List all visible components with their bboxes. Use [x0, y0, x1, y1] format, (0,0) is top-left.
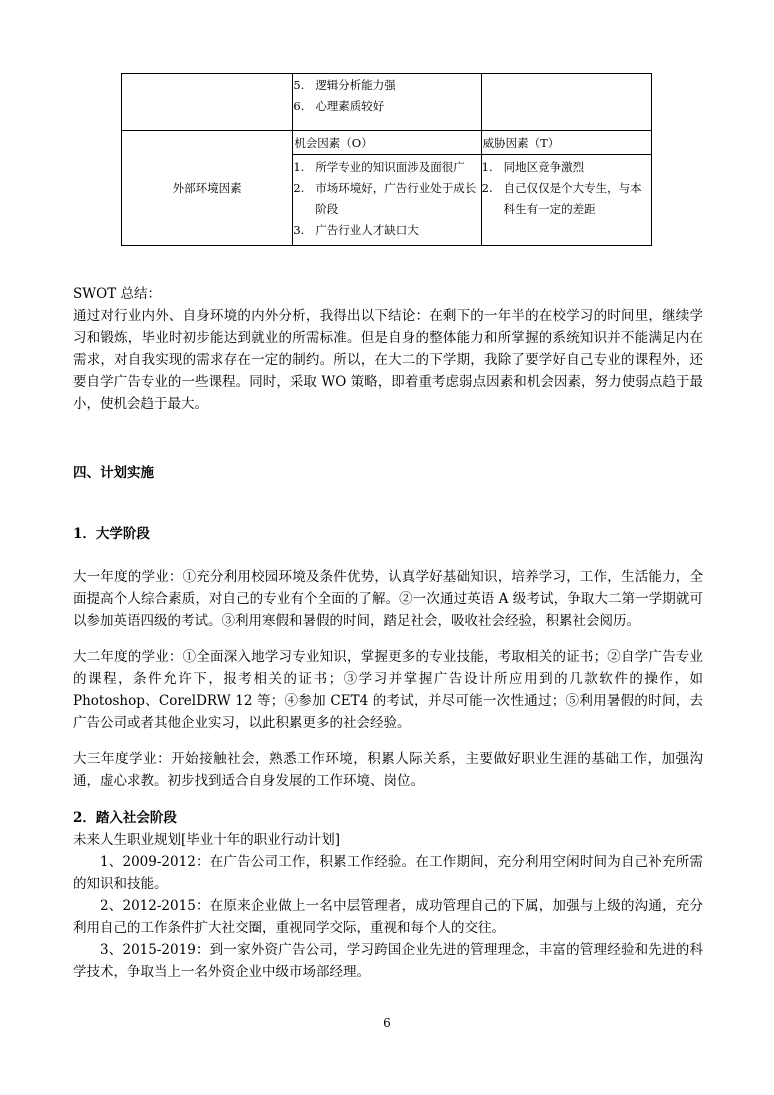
external-factors-label: 外部环境因素	[122, 131, 293, 246]
list-item: 1. 所学专业的知识面涉及面很广	[293, 160, 465, 174]
plan-paragraph: 1、2009-2012：在广告公司工作，积累工作经验。在工作期间，充分利用空闲时间为自己补充所需的知识和技能。	[73, 854, 703, 892]
list-item: 2. 市场环境好，广告行业处于成长阶段	[293, 181, 477, 216]
strengths-tail-cell	[293, 74, 481, 131]
swot-table-row-strengths	[122, 74, 652, 131]
threats-list	[481, 155, 651, 246]
swot-table-row-headers	[122, 131, 652, 155]
swot-table	[121, 73, 652, 246]
stage-two-subtitle: 未来人生职业规划[毕业十年的职业行动计划]	[73, 832, 341, 848]
swot-table-empty-cell	[122, 74, 293, 131]
page-number: 6	[383, 1016, 391, 1030]
list-item: 3. 广告行业人才缺口大	[293, 223, 419, 237]
opportunities-header: 机会因素（O）	[293, 131, 481, 155]
threats-header: 威胁因素（T）	[481, 131, 651, 155]
plan-paragraph: 3、2015-2019：到一家外资广告公司，学习跨国企业先进的管理理念，丰富的管理经验和先进的科学技术，争取当上一名外资企业中级市场部经理。	[73, 942, 703, 980]
list-item: 6. 心理素质较好	[293, 99, 385, 113]
stage-one-heading: 1．大学阶段	[73, 526, 150, 542]
list-item: 5. 逻辑分析能力强	[293, 78, 396, 92]
list-item: 1. 同地区竞争激烈	[481, 160, 585, 174]
year-one-paragraph: 大一年度的学业：①充分利用校园环境及条件优势，认真学好基础知识，培养学习，工作，生活能力，全面提高个人综合素质，对自己的专业有个全面的了解。②一次通过英语 A 级考试，争取大二第一学期就可以参加英语四级的考试。③利用寒假和暑假的时间，踏足社会，吸收社会经验，积累社会阅历。	[73, 569, 703, 629]
year-three-paragraph: 大三年度学业：开始接触社会，熟悉工作环境，积累人际关系，主要做好职业生涯的基础工作，加强沟通，虚心求教。初步找到适合自身发展的工作环境、岗位。	[73, 751, 703, 789]
stage-two-heading: 2．踏入社会阶段	[73, 810, 177, 826]
year-two-paragraph: 大二年度的学业：①全面深入地学习专业知识，掌握更多的专业技能，考取相关的证书；②自学广告专业的课程，条件允许下，报考相关的证书；③学习并掌握广告设计所应用到的几款软件的操作，如 Photoshop、CorelDRW 12 等；④参加 CET4 的考试，并尽可能一次性通过；⑤利用暑假的时间，去广告公司或者其他企业实习，以此积累更多的社会经验。	[73, 649, 703, 731]
section-heading: 四、计划实施	[73, 465, 154, 481]
swot-summary-body: 通过对行业内外、自身环境的内外分析，我得出以下结论：在剩下的一年半的在校学习的时间里，继续学习和锻炼，毕业时初步能达到就业的所需标准。但是自身的整体能力和所掌握的系统知识并不能满足内在需求，对自我实现的需求存在一定的制约。所以，在大二的下学期，我除了要学好自己专业的课程外，还要自学广告专业的一些课程。同时，采取 WO 策略，即着重考虑弱点因素和机会因素，努力使弱点趋于最小，使机会趋于最大。	[73, 308, 703, 412]
swot-summary-title: SWOT 总结：	[73, 286, 161, 302]
opportunities-list	[293, 155, 481, 246]
plan-paragraph: 2、2012-2015：在原来企业做上一名中层管理者，成功管理自己的下属，加强与上级的沟通，充分利用自己的工作条件扩大社交圈，重视同学交际，重视和每个人的交往。	[73, 898, 703, 936]
weaknesses-tail-cell	[481, 74, 651, 131]
list-item: 2. 自己仅仅是个大专生，与本科生有一定的差距	[481, 181, 642, 216]
